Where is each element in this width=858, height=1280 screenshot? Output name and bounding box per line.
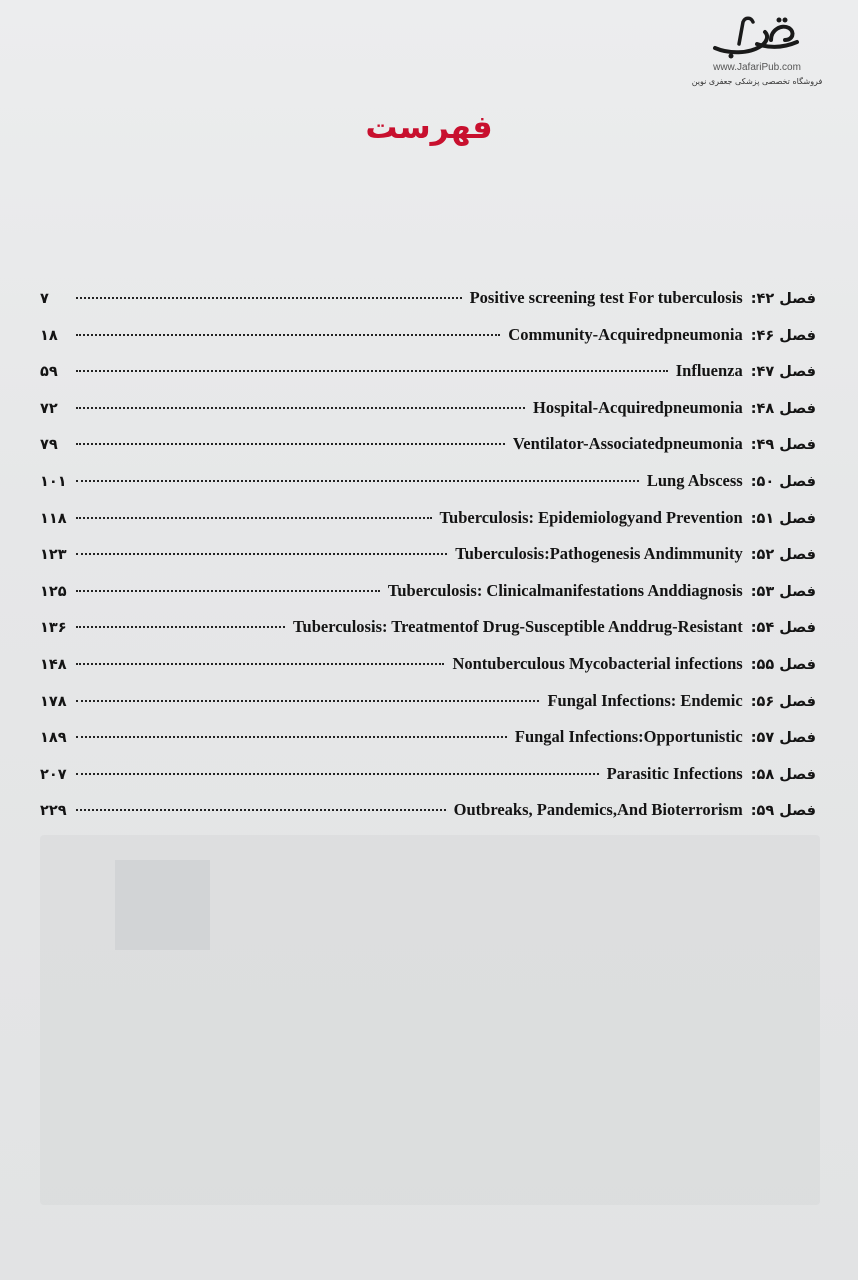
- chapter-number: فصل ۴۹:: [750, 437, 816, 454]
- page-number: ۱۱۸: [40, 510, 67, 527]
- page-number: ۷۹: [40, 437, 58, 454]
- dot-leader: [76, 590, 380, 592]
- page-number: ۷: [40, 291, 49, 307]
- toc-entry: [40, 617, 816, 654]
- publisher-logo-icon: [709, 14, 805, 60]
- page-number: ۲۰۷: [40, 766, 67, 783]
- toc-entry: [40, 654, 816, 691]
- toc-entry: [40, 508, 816, 545]
- dot-leader: [76, 626, 285, 628]
- toc-entry: [40, 544, 816, 581]
- toc-entry: [40, 361, 816, 398]
- page-number: ۲۲۹: [40, 803, 67, 820]
- page-number: ۱۸۹: [40, 730, 67, 747]
- chapter-number: فصل ۵۸:: [750, 766, 816, 783]
- dot-leader: [76, 736, 507, 738]
- publisher-logo: [682, 14, 832, 86]
- chapter-title: Parasitic Infections: [606, 763, 743, 783]
- chapter-number: فصل ۵۴:: [750, 620, 816, 637]
- chapter-title: Community-Acquiredpneumonia: [508, 324, 743, 344]
- chapter-number: فصل ۵۰:: [750, 473, 816, 490]
- page-number: ۱۷۸: [40, 693, 67, 710]
- toc-entry: [40, 764, 816, 801]
- chapter-title: Outbreaks, Pandemics,And Bioterrorism: [453, 800, 743, 820]
- dot-leader: [76, 700, 539, 702]
- dot-leader: [76, 480, 639, 482]
- page-title: فهرست: [365, 108, 493, 146]
- page-number: ۷۲: [40, 400, 58, 417]
- toc-entry: [40, 288, 816, 325]
- chapter-number: فصل ۴۸:: [750, 400, 816, 417]
- chapter-number: فصل ۵۳:: [750, 583, 816, 600]
- chapter-title: Influenza: [675, 361, 743, 381]
- chapter-number: فصل ۴۷:: [750, 364, 816, 381]
- dot-leader: [76, 809, 446, 811]
- dot-leader: [76, 407, 525, 409]
- table-of-contents: [40, 288, 816, 837]
- toc-entry: [40, 691, 816, 728]
- chapter-title: Tuberculosis: Epidemiologyand Prevention: [439, 507, 743, 527]
- chapter-number: فصل ۵۲:: [750, 547, 816, 564]
- chapter-number: فصل ۵۱:: [750, 510, 816, 527]
- page-number: ۱۳۶: [40, 620, 67, 637]
- publisher-tagline: فروشگاه تخصصی پزشکی جعفری نوین: [691, 77, 823, 86]
- chapter-title: Nontuberculous Mycobacterial infections: [452, 653, 743, 673]
- dot-leader: [76, 334, 500, 336]
- page-number: ۱۲۳: [40, 547, 67, 564]
- chapter-number: فصل ۴۶:: [750, 327, 816, 344]
- chapter-number: فصل ۴۲:: [750, 291, 816, 307]
- toc-entry: [40, 727, 816, 764]
- chapter-title: Tuberculosis: Treatmentof Drug-Susceptible Anddrug-Resistant: [293, 617, 743, 637]
- chapter-title: Lung Abscess: [646, 470, 743, 490]
- chapter-number: فصل ۵۵:: [750, 656, 816, 673]
- toc-entry: [40, 398, 816, 435]
- dot-leader: [76, 553, 447, 555]
- page-number: ۱۲۵: [40, 583, 67, 600]
- dot-leader: [76, 663, 444, 665]
- chapter-title: Hospital-Acquiredpneumonia: [533, 397, 743, 417]
- chapter-number: فصل ۵۶:: [750, 693, 816, 710]
- dot-leader: [76, 443, 505, 445]
- chapter-title: Fungal Infections: Endemic: [547, 690, 743, 710]
- chapter-title: Tuberculosis:Pathogenesis Andimmunity: [455, 544, 743, 564]
- chapter-title: Fungal Infections:Opportunistic: [514, 727, 743, 747]
- page-number: ۱۸: [40, 327, 58, 344]
- dot-leader: [76, 297, 462, 299]
- chapter-title: Tuberculosis: Clinicalmanifestations Anddiagnosis: [387, 580, 743, 600]
- chapter-title: Positive screening test For tuberculosis: [469, 288, 743, 307]
- chapter-number: فصل ۵۹:: [750, 803, 816, 820]
- chapter-number: فصل ۵۷:: [750, 730, 816, 747]
- dot-leader: [76, 773, 599, 775]
- toc-entry: [40, 434, 816, 471]
- toc-entry: [40, 800, 816, 837]
- bleed-through-figure: [115, 860, 210, 950]
- dot-leader: [76, 517, 432, 519]
- toc-entry: [40, 471, 816, 508]
- publisher-url: www.JafariPub.com: [713, 62, 801, 73]
- page-number: ۵۹: [40, 364, 58, 381]
- dot-leader: [76, 370, 668, 372]
- toc-entry: [40, 581, 816, 618]
- toc-entry: [40, 325, 816, 362]
- page-number: ۱۴۸: [40, 656, 67, 673]
- chapter-title: Ventilator-Associatedpneumonia: [512, 434, 743, 454]
- page-number: ۱۰۱: [40, 473, 67, 490]
